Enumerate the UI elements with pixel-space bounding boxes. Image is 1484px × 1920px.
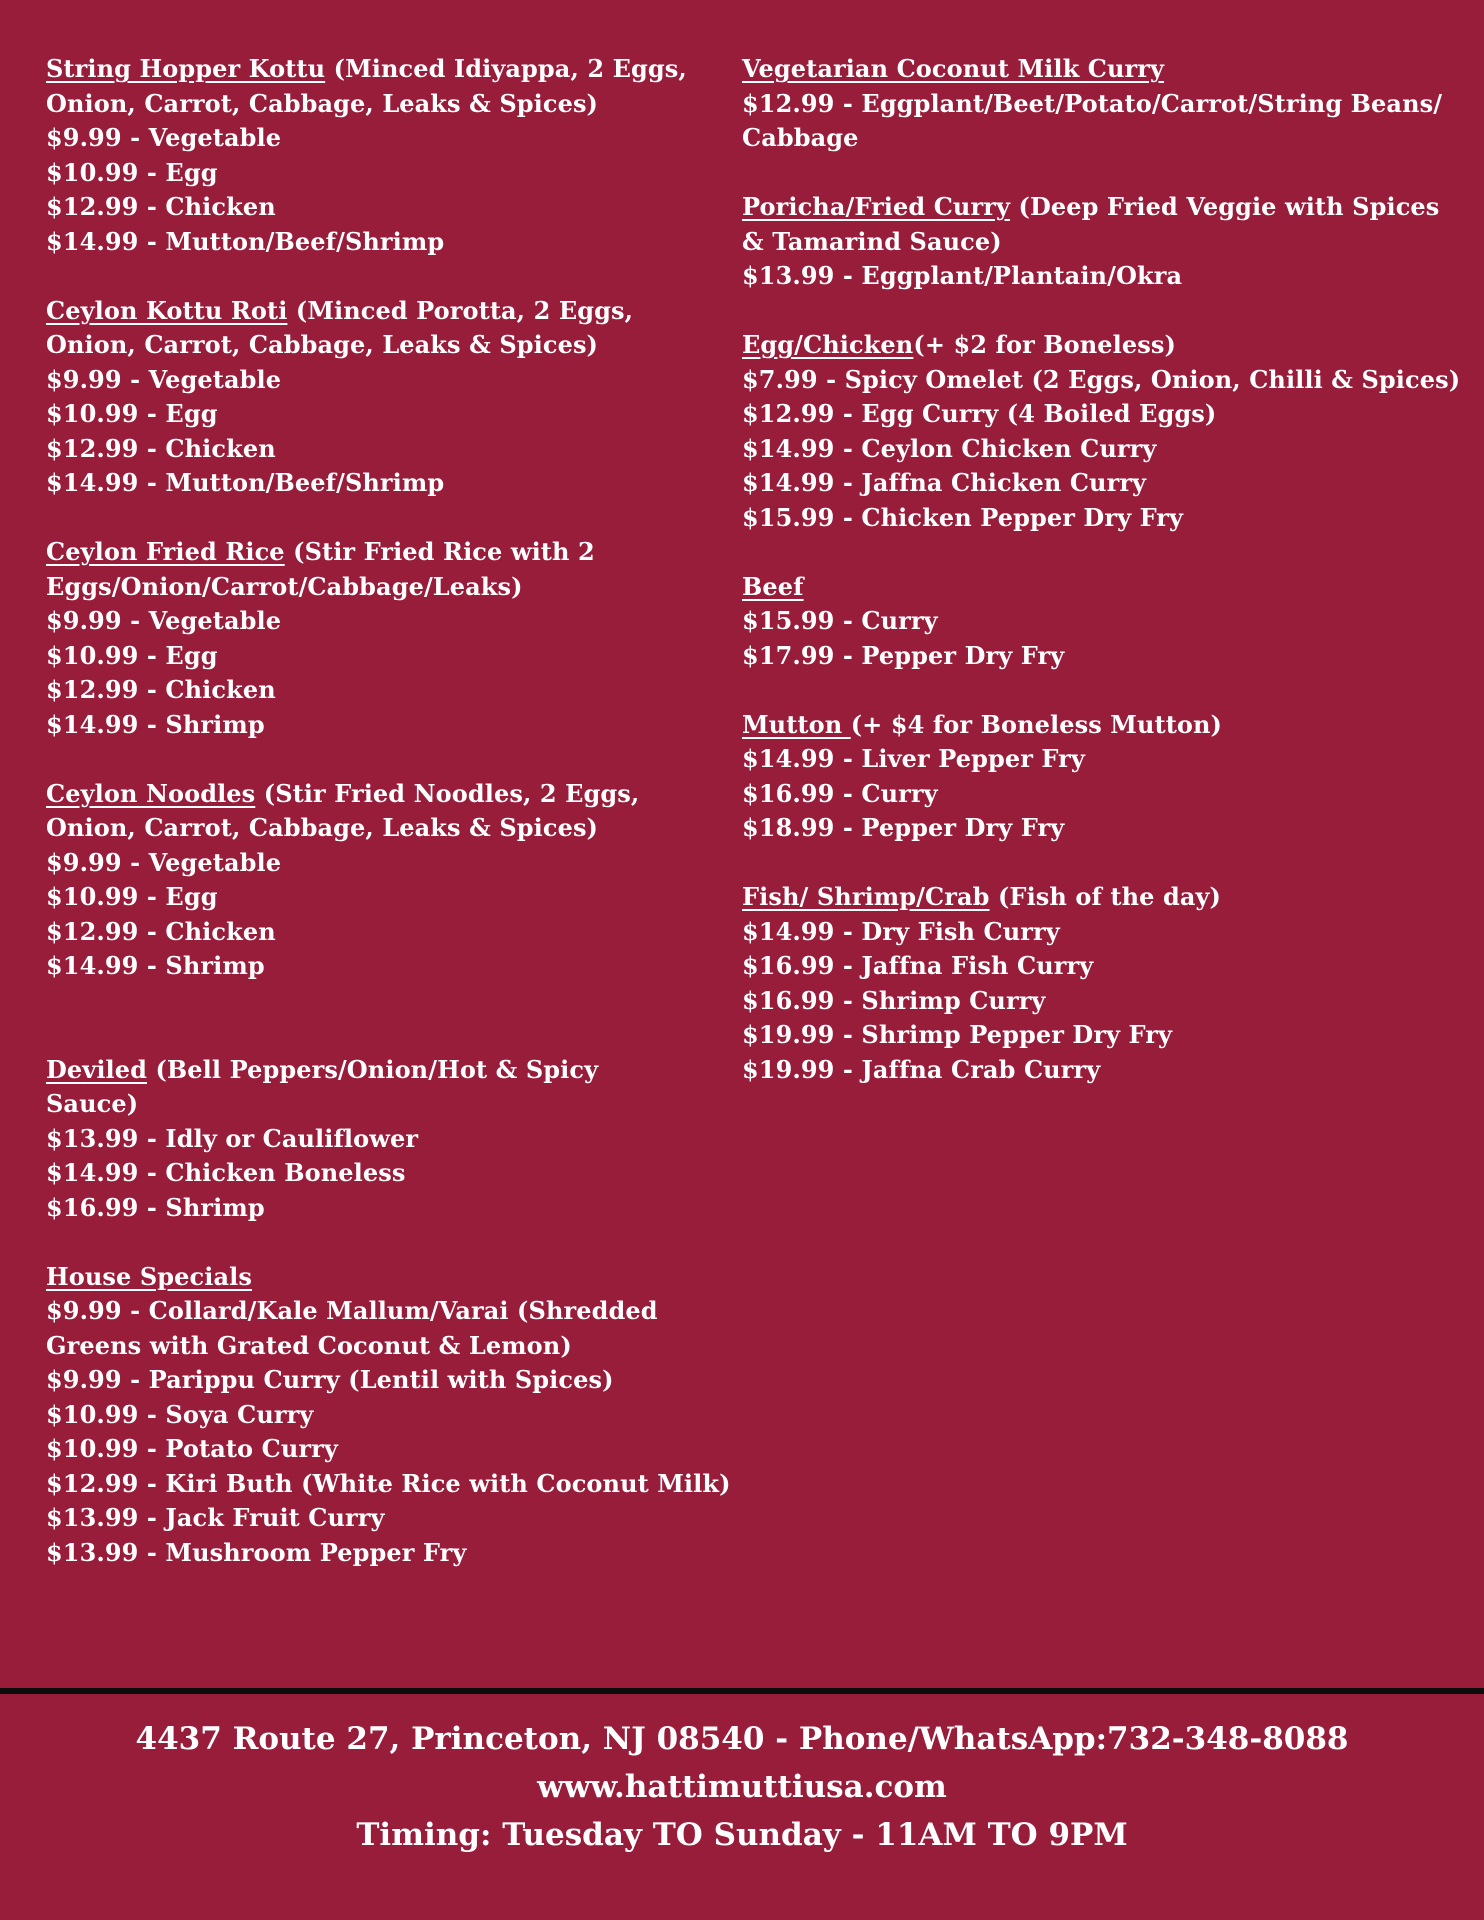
menu-item: $13.99 - Eggplant/Plantain/Okra [742, 261, 1183, 290]
menu-item: $15.99 - Chicken Pepper Dry Fry [742, 502, 1184, 532]
menu-item: $14.99 - Dry Fish Curry [742, 916, 1060, 946]
section-title [742, 570, 1457, 605]
section-title [46, 777, 696, 846]
section-description: (Stir Fried Rice with 2 Eggs/Onion/Carrot/Cabbage/Leaks) [46, 537, 595, 601]
menu-left-column [46, 52, 731, 1605]
footer-website: www.hattimuttiusa.com [537, 1769, 947, 1805]
section-heading: Deviled [46, 1054, 148, 1084]
section-description: (Minced Porotta, 2 Eggs, Onion, Carrot, Cabbage, Leaks & Spices) [46, 295, 634, 359]
footer-address-phone: 4437 Route 27, Princeton, NJ 08540 - Phone/WhatsApp:732-348-8088 [135, 1721, 1349, 1757]
menu-section-ceylon-fried-rice [46, 535, 696, 742]
menu-item: $9.99 - Vegetable [46, 364, 282, 394]
menu-item: $10.99 - Egg [46, 882, 218, 911]
menu-section-deviled [46, 1053, 696, 1226]
menu-item: $13.99 - Jack Fruit Curry [46, 1503, 385, 1532]
menu-item: $16.99 - Shrimp [46, 1192, 265, 1222]
section-description: (+ $4 for Boneless Mutton) [850, 709, 1222, 739]
menu-item: $7.99 - Spicy Omelet (2 Eggs, Onion, Chilli & Spices) [742, 364, 1461, 394]
section-title [742, 880, 1457, 915]
menu-item: $14.99 - Chicken Boneless [46, 1158, 406, 1187]
section-title [46, 535, 696, 604]
section-title [742, 52, 1457, 87]
menu-item: $10.99 - Potato Curry [46, 1434, 338, 1463]
menu-item: $16.99 - Curry [742, 778, 938, 808]
section-heading: Ceylon Fried Rice [46, 537, 285, 566]
menu-item: $9.99 - Collard/Kale Mallum/Varai (Shredded [46, 1296, 658, 1325]
menu-item: $12.99 - Egg Curry (4 Boiled Eggs) [742, 399, 1217, 428]
menu-item: $9.99 - Vegetable [46, 847, 282, 877]
footer-divider [0, 1688, 1484, 1694]
menu-item: $12.99 - Eggplant/Beet/Potato/Carrot/String Beans/ [742, 88, 1443, 118]
section-title [46, 1053, 696, 1122]
section-heading: Fish/ Shrimp/Crab [742, 882, 990, 911]
menu-item: $14.99 - Mutton/Beef/Shrimp [46, 226, 445, 256]
menu-item: Greens with Grated Coconut & Lemon) [46, 1330, 572, 1360]
section-title [46, 1260, 696, 1295]
menu-item: $9.99 - Vegetable [46, 123, 282, 152]
menu-item: $19.99 - Jaffna Crab Curry [742, 1054, 1101, 1084]
section-heading: Vegetarian Coconut Milk Curry [742, 54, 1165, 83]
section-description: (Bell Peppers/Onion/Hot & Spicy Sauce) [46, 1054, 599, 1118]
menu-section-mutton [742, 708, 1457, 846]
section-description: (Fish of the day) [989, 882, 1221, 911]
menu-item: $16.99 - Jaffna Fish Curry [742, 951, 1094, 980]
menu-section-egg-chicken [742, 328, 1461, 535]
section-heading: Mutton [742, 709, 851, 739]
menu-item: Cabbage [742, 123, 859, 152]
menu-item: $13.99 - Idly or Cauliflower [46, 1123, 419, 1153]
menu-item: $14.99 - Ceylon Chicken Curry [742, 433, 1157, 463]
menu-item: $14.99 - Shrimp [46, 709, 265, 739]
section-heading: Ceylon Noodles [46, 778, 256, 808]
footer-timing: Timing: Tuesday TO Sunday - 11AM TO 9PM [356, 1817, 1128, 1853]
menu-section-beef [742, 570, 1457, 674]
menu-item: $10.99 - Egg [46, 640, 218, 670]
menu-item: $17.99 - Pepper Dry Fry [742, 640, 1065, 670]
menu-item: $12.99 - Chicken [46, 675, 276, 704]
section-title [46, 52, 696, 121]
menu-section-poricha-fried-curry [742, 190, 1457, 294]
menu-item: $14.99 - Mutton/Beef/Shrimp [46, 468, 445, 497]
menu-item: $12.99 - Kiri Buth (White Rice with Coconut Milk) [46, 1468, 731, 1498]
menu-right-column [742, 52, 1461, 1122]
section-heading: Poricha/Fried Curry [742, 192, 1011, 221]
menu-item: $16.99 - Shrimp Curry [742, 985, 1046, 1015]
menu-item: $12.99 - Chicken [46, 916, 276, 946]
section-description: (Minced Idiyappa, 2 Eggs, Onion, Carrot, Cabbage, Leaks & Spices) [46, 54, 687, 118]
section-heading: Beef [742, 571, 804, 601]
menu-item: $9.99 - Parippu Curry (Lentil with Spices) [46, 1365, 614, 1394]
section-description: (Deep Fried Veggie with Spices & Tamarind Sauce) [742, 192, 1440, 256]
menu-item: $14.99 - Jaffna Chicken Curry [742, 468, 1147, 497]
menu-item: $10.99 - Soya Curry [46, 1399, 314, 1429]
menu-item: $19.99 - Shrimp Pepper Dry Fry [742, 1020, 1173, 1049]
section-title [742, 328, 1457, 363]
menu-item: $9.99 - Vegetable [46, 606, 282, 635]
section-heading: House Specials [46, 1261, 252, 1291]
menu-section-ceylon-noodles [46, 777, 696, 984]
menu-item: $14.99 - Shrimp [46, 951, 265, 980]
menu-item: $10.99 - Egg [46, 157, 218, 187]
section-title [46, 294, 696, 363]
section-heading: Ceylon Kottu Roti [46, 295, 288, 325]
menu-section-house-specials [46, 1260, 731, 1571]
section-heading: String Hopper Kottu [46, 54, 326, 83]
menu-section-string-hopper-kottu [46, 52, 696, 259]
menu-item: $12.99 - Chicken [46, 192, 276, 221]
menu-item: $14.99 - Liver Pepper Fry [742, 744, 1085, 773]
menu-item: $10.99 - Egg [46, 399, 218, 428]
section-title [742, 708, 1457, 743]
section-description: (+ $2 for Boneless) [913, 330, 1176, 359]
menu-item: $13.99 - Mushroom Pepper Fry [46, 1537, 467, 1567]
section-title [742, 190, 1457, 259]
menu-section-vegetarian-coconut-milk-curry [742, 52, 1457, 156]
footer [0, 1715, 1484, 1859]
section-heading: Egg/Chicken [742, 330, 914, 359]
menu-section-fish-shrimp-crab [742, 880, 1457, 1087]
menu-item: $15.99 - Curry [742, 606, 938, 635]
menu-section-ceylon-kottu-roti [46, 294, 696, 501]
section-description: (Stir Fried Noodles, 2 Eggs, Onion, Carrot, Cabbage, Leaks & Spices) [46, 778, 640, 842]
menu-item: $12.99 - Chicken [46, 433, 276, 463]
menu-item: $18.99 - Pepper Dry Fry [742, 813, 1065, 842]
